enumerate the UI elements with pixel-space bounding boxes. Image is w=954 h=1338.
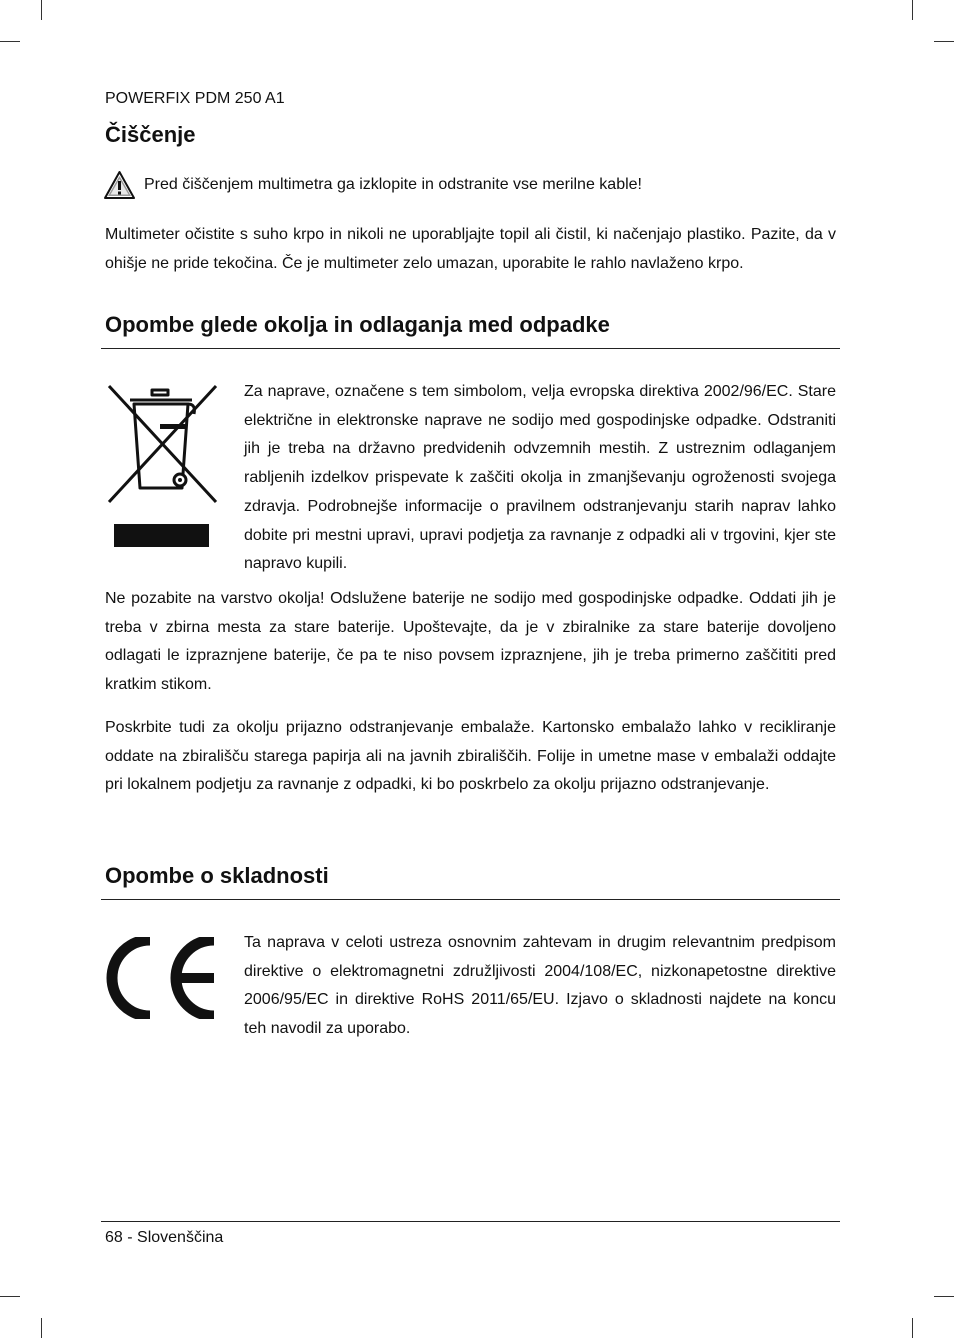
warning-text: Pred čiščenjem multimetra ga izklopite in odstranite vse merilne kable! <box>144 176 642 193</box>
crop-mark <box>0 1296 20 1297</box>
crop-mark <box>0 41 20 42</box>
conformity-paragraph: Ta naprava v celoti ustreza osnovnim zahtevam in drugim relevantnim predpisom direktive o elektromagnetni združljivosti 2004/108/EC, nizkonapetostne direktive 2006/95/EC in direktive RoHS 2011/65/EU. Izjavo o skladnosti najdete na koncu teh navodil za uporabo. <box>244 934 836 1038</box>
crop-mark <box>912 1318 913 1338</box>
crop-mark <box>934 41 954 42</box>
section-rule <box>101 899 840 900</box>
warning-notice <box>103 170 642 200</box>
crop-mark <box>934 1296 954 1297</box>
cleaning-paragraph: Multimeter očistite s suho krpo in nikoli ne uporabljajte topil ali čistil, ki načenjajo plastiko. Pazite, da v ohišje ne pride tekočina. Če je multimeter zelo umazan, uporabite le rahlo navlaženo krpo. <box>105 226 836 272</box>
header-title: POWERFIX PDM 250 A1 <box>105 90 285 107</box>
ce-mark-icon <box>104 937 218 1019</box>
packaging-paragraph: Poskrbite tudi za okolju prijazno odstranjevanje embalaže. Kartonsko embalažo lahko v recikliranje oddate na zbirališču starega papirja ali na javnih zbirališčih. Folije in umetne mase v embalaži oddajte pri lokalnem podjetju za ravnanje z odpadki, ki bo poskrbelo za okolju prijazno odstranjevanje. <box>105 719 836 794</box>
section-heading-environment: Opombe glede okolja in odlaganja med odpadke <box>105 312 610 337</box>
battery-paragraph: Ne pozabite na varstvo okolja! Odslužene baterije ne sodijo med gospodinjske odpadke. Oddati jih je treba v zbirna mesta za stare baterije. Upoštevajte, da je v zbiralnike za stare baterije dovoljeno odlagati le izpraznjene baterije, če pa te niso povsem izpraznjene, jih je treba primerno zaščititi pred kratkim stikom. <box>105 590 836 694</box>
crop-mark <box>41 0 42 20</box>
weee-paragraph: Za naprave, označene s tem simbolom, velja evropska direktiva 2002/96/EC. Stare električne in elektronske naprave ne sodijo med gospodinjske odpadke. Odstraniti jih je treba na državno predvidenih odvzemnih mestih. Z ustreznim odlaganjem rabljenih izdelkov prispevate k zaščiti okolja in zmanjševanju ogroženosti svojega zdravja. Podrobnejše informacije o pravilnem odstranjevanju starih naprav lahko dobite pri mestni upravi, upravi podjetja za ravnanje z odpadki ali v trgovini, kjer ste napravo kupili. <box>244 383 836 573</box>
warning-triangle-icon <box>103 170 136 200</box>
page-number: 68 - Slovenščina <box>105 1229 224 1246</box>
section-heading-cleaning: Čiščenje <box>105 122 196 147</box>
crossed-out-wheelie-bin-icon <box>104 384 220 550</box>
crop-mark <box>41 1318 42 1338</box>
footer-rule <box>101 1221 840 1222</box>
section-heading-conformity: Opombe o skladnosti <box>105 863 329 888</box>
section-rule <box>101 348 840 349</box>
crop-mark <box>912 0 913 20</box>
